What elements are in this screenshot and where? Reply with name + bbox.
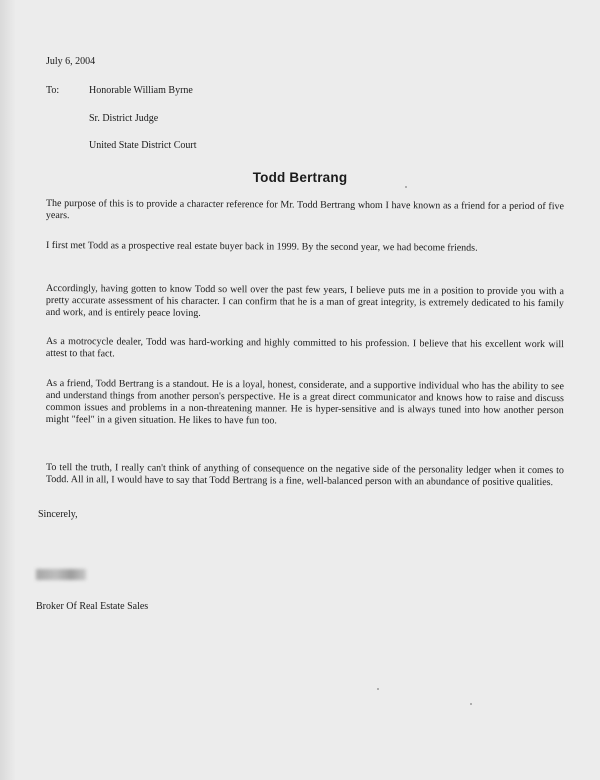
signer-title: Broker Of Real Estate Sales: [36, 601, 149, 612]
paragraph-work: As a motrocycle dealer, Todd was hard-working and highly committed to his profession. I believe that his excellent work will attest to that fact.: [45, 336, 564, 360]
recipient-title: Sr. District Judge: [89, 113, 159, 124]
letter-title: Todd Bertrang: [252, 170, 348, 185]
paragraph-friend: As a friend, Todd Bertrang is a standout. He is a loyal, honest, considerate, and a supportive individual who has the ability to see and understand things from another person's perspective. He is a great direct communicator and knows how to raise and discuss common issues and problems in a non-threatening manner. He is hyper-sensitive and is always tuned into how another person might "feel" in a given situation. He likes to have fun too.: [45, 378, 564, 427]
redacted-signer-name: [36, 569, 86, 580]
to-label: To:: [46, 85, 60, 96]
paragraph-purpose: The purpose of this is to provide a character reference for Mr. Todd Bertrang whom I have known as a friend for a period of five years.: [45, 198, 564, 222]
recipient-name: Honorable William Byrne: [89, 85, 193, 96]
recipient-court: United State District Court: [89, 140, 197, 151]
closing-sincerely: Sincerely,: [38, 509, 78, 520]
scan-shadow: [0, 0, 16, 780]
scan-speck: [377, 688, 379, 690]
scan-speck: [470, 703, 472, 705]
scan-speck: [405, 186, 407, 188]
paragraph-first-met: I first met Todd as a prospective real estate buyer back in 1999. By the second year, we had become friends.: [45, 240, 478, 254]
paragraph-conclusion: To tell the truth, I really can't think of anything of consequence on the negative side of the personality ledger when it comes to Todd. All in all, I would have to say that Todd Bertrang is a fine, well-balanced person with an abundance of positive qualities.: [45, 462, 564, 489]
paragraph-character: Accordingly, having gotten to know Todd so well over the past few years, I believe puts me in a position to provide you with a pretty accurate assessment of his character. I can confirm that he is a man of great integrity, is extremely dedicated to his family and work, and is entirely peace loving.: [45, 283, 564, 319]
letter-date: July 6, 2004: [46, 56, 96, 67]
